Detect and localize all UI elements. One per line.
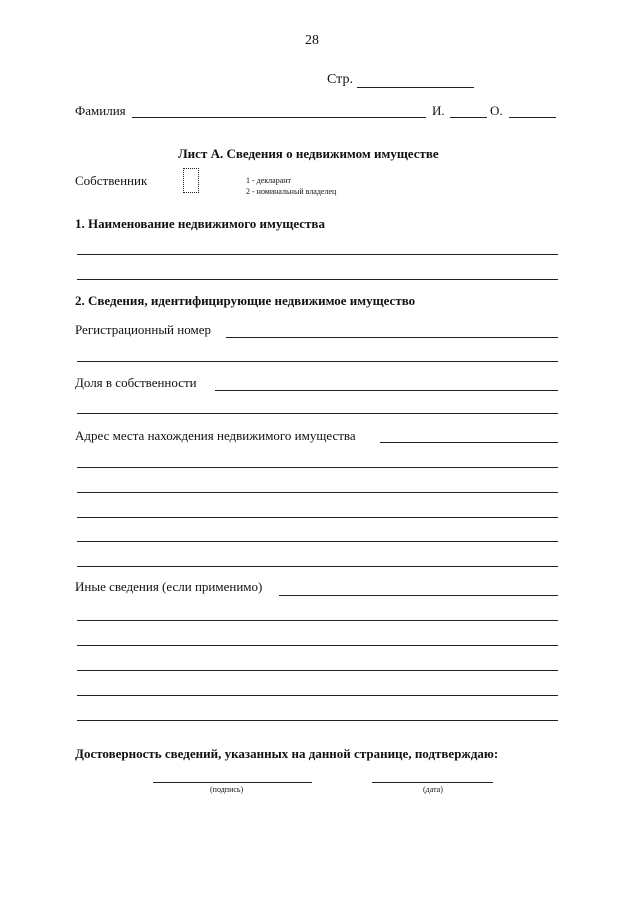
owner-option-declarant: 1 - декларант [246, 176, 292, 185]
other-info-field[interactable] [279, 595, 558, 596]
section1-line-2[interactable] [77, 279, 558, 280]
reg-number-line-2[interactable] [77, 361, 558, 362]
page-field[interactable] [357, 87, 474, 88]
date-caption: (дата) [423, 785, 443, 794]
share-label: Доля в собственности [75, 375, 197, 390]
other-info-line-6[interactable] [77, 720, 558, 721]
date-field[interactable] [372, 782, 493, 783]
share-line-2[interactable] [77, 413, 558, 414]
signature-caption: (подпись) [210, 785, 244, 794]
reg-number-label: Регистрационный номер [75, 322, 211, 337]
page-label: Стр. [327, 72, 353, 87]
sheet-title: Лист А. Сведения о недвижимом имуществе [178, 146, 439, 161]
reg-number-field[interactable] [226, 337, 558, 338]
other-info-line-2[interactable] [77, 620, 558, 621]
address-line-4[interactable] [77, 517, 558, 518]
signature-field[interactable] [153, 782, 312, 783]
first-initial-label: И. [432, 103, 445, 118]
patronymic-initial-label: О. [490, 103, 503, 118]
owner-label: Собственник [75, 173, 148, 188]
owner-option-nominal: 2 - номинальный владелец [246, 187, 337, 196]
confirmation-text: Достоверность сведений, указанных на данной странице, подтверждаю: [75, 746, 499, 761]
other-info-line-5[interactable] [77, 695, 558, 696]
address-line-3[interactable] [77, 492, 558, 493]
address-line-6[interactable] [77, 566, 558, 567]
section2-title: 2. Сведения, идентифицирующие недвижимое имущество [75, 293, 416, 308]
other-info-label: Иные сведения (если применимо) [75, 579, 263, 594]
other-info-line-4[interactable] [77, 670, 558, 671]
section1-line-1[interactable] [77, 254, 558, 255]
address-line-2[interactable] [77, 467, 558, 468]
share-field[interactable] [215, 390, 558, 391]
page-number: 28 [305, 33, 319, 48]
first-initial-field[interactable] [450, 117, 487, 118]
patronymic-initial-field[interactable] [509, 117, 556, 118]
address-label: Адрес места нахождения недвижимого имущества [75, 428, 356, 443]
surname-label: Фамилия [75, 103, 126, 118]
other-info-line-3[interactable] [77, 645, 558, 646]
owner-code-box[interactable] [183, 168, 199, 193]
address-line-5[interactable] [77, 541, 558, 542]
address-field[interactable] [380, 442, 558, 443]
section1-title: 1. Наименование недвижимого имущества [75, 216, 325, 231]
surname-field[interactable] [132, 117, 426, 118]
